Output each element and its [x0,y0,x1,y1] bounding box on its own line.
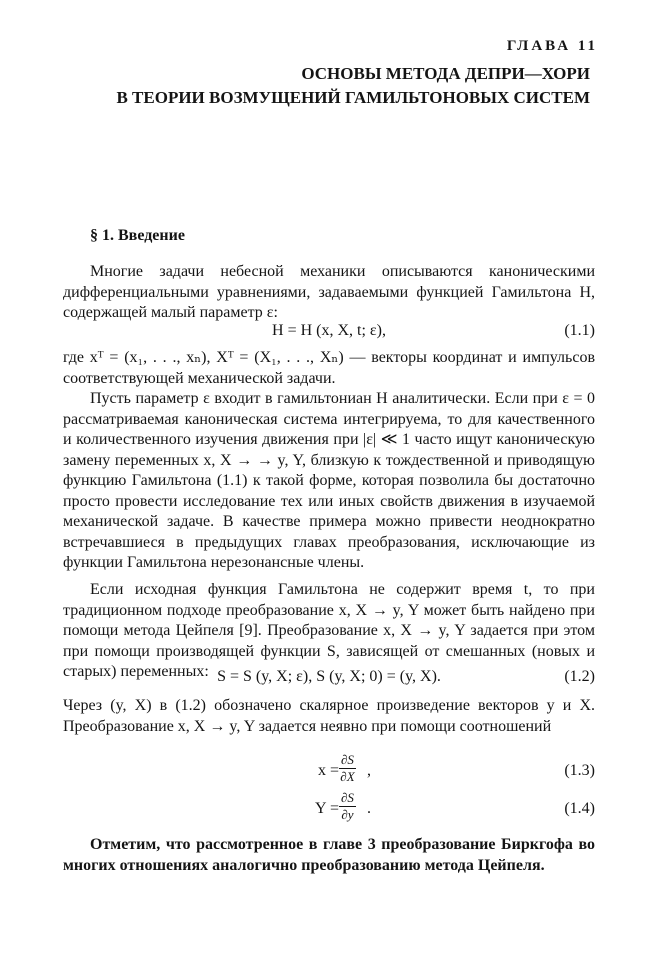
chapter-title [110,62,590,110]
equation-1-4-number: (1.4) [564,800,595,817]
equation-1-3-tail: , [367,762,371,779]
chapter-label: ГЛАВА 11 [506,38,598,54]
paragraph-2 [63,348,595,389]
paragraph-6 [63,835,595,876]
paragraph-1 [63,262,595,324]
equation-1-4-fraction [339,790,356,823]
section-heading: § 1. Введение [90,227,185,244]
equation-1-1-body: H = H (x, X, t; ε), [272,322,386,339]
equation-1-2-number: (1.2) [564,668,595,685]
equation-1-4-tail: . [367,800,371,817]
paragraph-3-text: Пусть параметр ε входит в гамильтониан H аналитически. Если при ε = 0 рассматриваемая каноническая система интегрируема, то для качественного и количественного изучения движения при |ε| ≪ 1 часто ищут каноническую замену переменных x, X → → y, Y, близкую к тождественной и приводящую функцию Гамильтона (1.1) к такой форме, которая позволила бы достаточно просто провести исследование тех или иных свойств движения в изучаемой механической задаче. В качестве примера можно привести неоднократно встречавшиеся в предыдущих главах преобразования, исключающие из функции Гамильтона нерезонансные члены. [63,390,595,571]
paragraph-2-text: где xᵀ = (x₁, . . ., xₙ), Xᵀ = (X₁, . . ., Xₙ) — векторы координат и импульсов соответствующей механической задачи. [63,349,595,387]
equation-1-4-numerator: ∂S [341,790,354,805]
chapter-title-line-2: В ТЕОРИИ ВОЗМУЩЕНИЙ ГАМИЛЬТОНОВЫХ СИСТЕМ [116,88,590,107]
paragraph-1-text: Многие задачи небесной механики описываются каноническими дифференциальными уравнениями, задаваемыми функцией Гамильтона H, содержащей малый параметр ε: [63,263,595,321]
equation-1-3-numerator: ∂S [341,752,354,767]
equation-1-3-number: (1.3) [564,762,595,779]
paragraph-5 [63,696,595,737]
equation-1-3-fraction [339,752,356,785]
equation-1-4-denominator: ∂y [341,807,354,822]
paragraph-5-text: Через (y, X) в (1.2) обозначено скалярное произведение векторов y и X. Преобразование x, X → y, Y задается неявно при помощи соотношений [63,697,595,735]
equation-1-4 [63,790,595,830]
equation-1-1-number: (1.1) [564,322,595,339]
equation-1-2 [63,668,595,690]
equation-1-3-denominator: ∂X [340,769,355,784]
paragraph-4-text: Если исходная функция Гамильтона не содержит время t, то при традиционном подходе преобразование x, X → y, Y может быть найдено при помощи метода Цейпеля [9]. Преобразование x, X → y, Y задается при этом при помощи производящей функции S, зависящей от смешанных (новых и старых) переменных: [63,581,595,680]
chapter-title-line-1: ОСНОВЫ МЕТОДА ДЕПРИ—ХОРИ [301,64,590,83]
equation-1-3-lhs: x = [317,762,339,779]
paragraph-3 [63,389,595,574]
equation-1-4-lhs: Y = [315,800,339,817]
equation-1-1 [63,322,595,344]
equation-1-2-body: S = S (y, X; ε), S (y, X; 0) = (y, X). [217,668,441,685]
equation-1-3 [63,752,595,792]
paragraph-6-text: Отметим, что рассмотренное в главе 3 преобразование Биркгофа во многих отношениях аналогично преобразованию метода Цейпеля. [63,836,595,874]
